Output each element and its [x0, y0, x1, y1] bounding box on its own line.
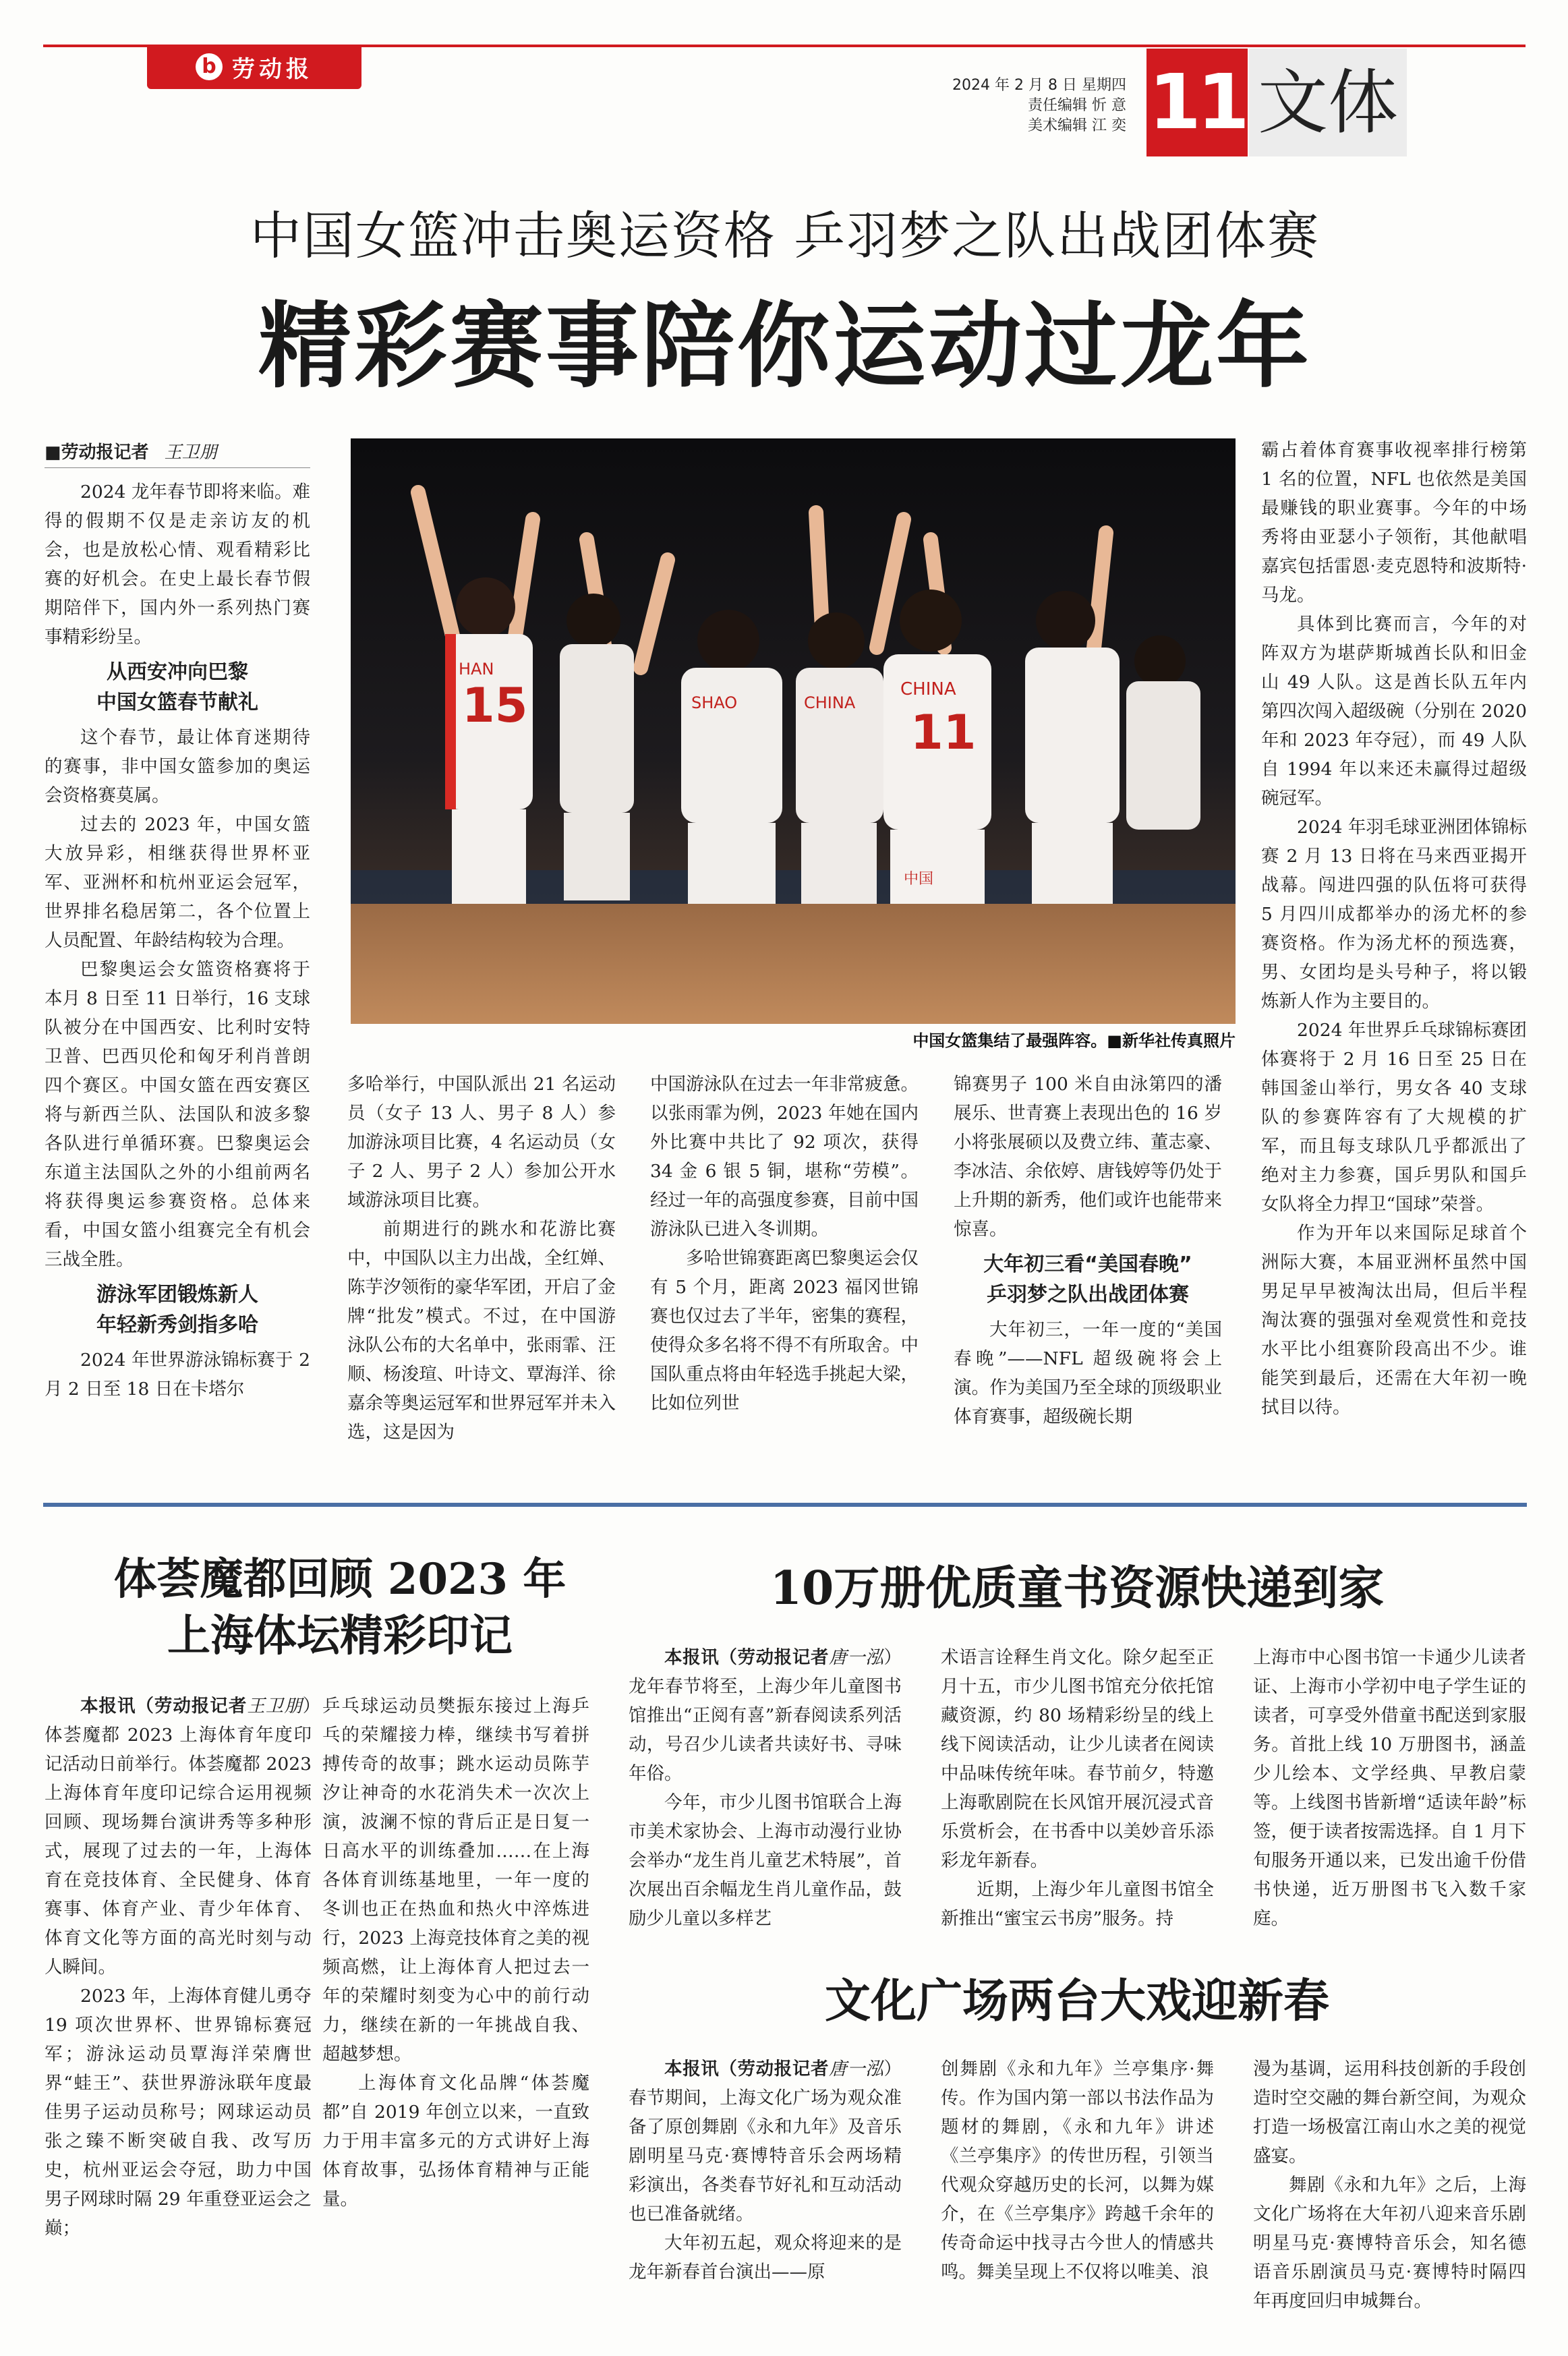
story4-byline-name: 唐一泓: [829, 2059, 884, 2079]
story2-headline: [43, 1551, 637, 1665]
story2-col2-p1: 乒乓球运动员樊振东接过上海乒乓的荣耀接力棒，继续书写着拼搏传奇的故事；跳水运动员陈芋汐让神奇的水花消失术一次次上演，波澜不惊的背后正是日复一日高水平的训练叠加……在上海各体育训练基地里，一年一度的冬训也正在热血和热火中淬炼进行，2023 上海竞技体育之美的视频高燃，让上海体育人把过去一年的荣耀时刻变为心中的前行动力，继续在新的一年挑战自我、超越梦想。: [322, 1696, 589, 2065]
editor-line: 责任编辑 忻 意: [1028, 97, 1126, 114]
lead-col1-p2: 这个春节，最让体育迷期待的赛事，非中国女篮参加的奥运会资格赛莫属。: [45, 727, 310, 806]
lead-col3-p2: 多哈世锦赛距离巴黎奥运会仅有 5 个月，距离 2023 福冈世锦赛也仅过去了半年，密集的赛程，使得众多名将不得不有所取舍。中国队重点将由年轻选手挑起大梁，比如位列世: [650, 1248, 919, 1414]
lead-kicker: 中国女篮冲击奥运资格 乒羽梦之队出战团体赛: [250, 206, 1320, 266]
masthead-meta: [931, 76, 1126, 136]
story2-col-1: [45, 1692, 312, 2243]
story3-col1-p1: ）龙年春节将至，上海少年儿童图书馆推出“正阅有喜”新春阅读系列活动，号召少儿读者共读好书、寻味年俗。: [629, 1647, 902, 1784]
story3-col2-p2: 近期，上海少年儿童图书馆全新推出“蜜宝云书房”服务。持: [941, 1879, 1214, 1929]
jersey-name-4: CHINA: [804, 693, 856, 712]
lead-col1-p1: 2024 龙年春节即将来临。难得的假期不仅是走亲访友的机会，也是放松心情、观看精彩比赛的好机会。在史上最长春节假期陪伴下，国内外一系列热门赛事精彩纷呈。: [45, 482, 310, 648]
lead-col1-p3: 过去的 2023 年，中国女篮大放异彩，相继获得世界杯亚军、亚洲杯和杭州亚运会冠军，世界排名稳居第二，各个位置上人员配置、年龄结构较为合理。: [45, 814, 310, 951]
date-line: 2024 年 2 月 8 日 星期四: [952, 77, 1126, 94]
jersey-number-1: 15: [462, 678, 528, 733]
logo-text: 劳动报: [232, 55, 313, 83]
lead-col5-p2: 具体到比赛而言，今年的对阵双方为堪萨斯城酋长队和旧金山 49 人队。这是酋长队五年内第四次闯入超级碗（分别在 2020 年和 2023 年夺冠），而 49 人队自 1994 年以来还未赢得过超级碗冠军。: [1261, 614, 1527, 809]
story2-col1-p2: 2023 年，上海体育健儿勇夺 19 项次世界杯、世界锦标赛冠军；游泳运动员覃海洋荣膺世界“蛙王”、获世界游泳联年度最佳男子运动员称号；网球运动员张之臻不断突破自我、改写历史，杭州亚运会夺冠，助力中国男子网球时隔 29 年重登亚运会之巅；: [45, 1986, 312, 2239]
story3-col3-p1: 上海市中心图书馆一卡通少儿读者证、上海市小学初中电子学生证的读者，可享受外借童书配送到家服务。首批上线 10 万册图书，涵盖少儿绘本、文学经典、早教启蒙等。上线图书皆新增“适读年龄”标签，便于读者按需选择。自 1 月下旬服务开通以来，已发出逾千份借书快递，近万册图书飞入数千家庭。: [1253, 1647, 1526, 1929]
story2-byline: 本报讯（劳动报记者: [80, 1696, 248, 1717]
story4-col1-p2: 大年初五起，观众将迎来的是龙年新春首台演出——原: [629, 2233, 902, 2282]
story4-col1-p1: ）春节期间，上海文化广场为观众准备了原创舞剧《永和九年》及音乐剧明星马克·赛博特音乐会两场精彩演出，各类春节好礼和互动活动也已准备就绪。: [629, 2059, 902, 2224]
lead-col-4: [954, 1070, 1222, 1431]
section-divider: [43, 1503, 1527, 1507]
story4-col-3: [1253, 2055, 1526, 2316]
story3-headline: 10万册优质童书资源快递到家: [770, 1561, 1385, 1615]
story4-col3-p2: 舞剧《永和九年》之后，上海文化广场将在大年初八迎来音乐剧明星马克·赛博特音乐会，知名德语音乐剧演员马克·赛博特时隔四年再度回归申城舞台。: [1253, 2175, 1526, 2311]
story3-col-1: [629, 1643, 902, 1933]
jersey-name-1: HAN: [459, 660, 494, 679]
page-number: 11: [1146, 49, 1248, 156]
lead-col1-p5: 2024 年世界游泳锦标赛于 2 月 2 日至 18 日在卡塔尔: [45, 1350, 310, 1400]
story2-headline-line2: 上海体坛精彩印记: [167, 1611, 513, 1661]
story2-col2-p2: 上海体育文化品牌“体荟魔都”自 2019 年创立以来，一直致力于用丰富多元的方式讲好上海体育故事，弘扬体育精神与正能量。: [322, 2073, 589, 2210]
lead-col4-p1: 锦赛男子 100 米自由泳第四的潘展乐、世青赛上表现出色的 16 岁小将张展硕以及费立纬、董志豪、李冰洁、余依婷、唐钱婷等仍处于上升期的新秀，他们或许也能带来惊喜。: [954, 1074, 1222, 1240]
photo-caption: 中国女篮集结了最强阵容。■新华社传真照片: [912, 1031, 1236, 1050]
lead-headline: 精彩赛事陪你运动过龙年: [258, 291, 1312, 401]
story2-col-2: [322, 1692, 589, 2214]
story3-col2-p1: 术语言诠释生肖文化。除夕起至正月十五，市少儿图书馆充分依托馆藏资源，约 80 场精彩纷呈的线上线下阅读活动，让少儿读者在阅读中品味传统年味。春节前夕，特邀上海歌剧院在长风馆开展沉浸式音乐赏析会，在书香中以美妙音乐添彩龙年新春。: [941, 1647, 1214, 1871]
art-editor-line: 美术编辑 江 奕: [1028, 117, 1126, 134]
jersey-number-3: 11: [910, 705, 977, 760]
story3-byline-name: 唐一泓: [829, 1647, 884, 1668]
lead-col4-p2: 大年初三，一年一度的“美国春晚”——NFL 超级碗将会上演。作为美国乃至全球的顶级职业体育赛事，超级碗长期: [954, 1319, 1222, 1427]
lead-col1-sub2: 游泳军团锻炼新人 年轻新秀剑指多哈: [96, 1283, 258, 1337]
lead-col5-p5: 作为开年以来国际足球首个洲际大赛，本届亚洲杯虽然中国男足早早被淘汰出局，但后半程淘汰赛的强强对垒观赏性和竞技水平比小组赛阶段高出不少。谁能笑到最后，还需在大年初一晚拭目以待。: [1261, 1223, 1527, 1418]
lead-col2-p1: 多哈举行，中国队派出 21 名运动员（女子 13 人、男子 8 人）参加游泳项目比赛，4 名运动员（女子 2 人、男子 2 人）参加公开水域游泳项目比赛。: [347, 1074, 616, 1211]
jersey-name-2: SHAO: [691, 693, 738, 712]
story4-col-2: [941, 2055, 1214, 2287]
story4-col3-p1: 漫为基调，运用科技创新的手段创造时空交融的舞台新空间，为观众打造一场极富江南山水之美的视觉盛宴。: [1253, 2059, 1526, 2166]
lead-col-5: [1261, 436, 1527, 1422]
lead-col5-p4: 2024 年世界乒乓球锦标赛团体赛将于 2 月 16 日至 25 日在韩国釜山举行，男女各 40 支球队的参赛阵容有了大规模的扩军，而且每支球队几乎都派出了绝对主力参赛，国乒男队和国乒女队将全力捍卫“国球”荣誉。: [1261, 1020, 1527, 1215]
lead-col5-p3: 2024 年羽毛球亚洲团体锦标赛 2 月 13 日将在马来西亚揭开战幕。闯进四强的队伍将可获得 5 月四川成都举办的汤尤杯的参赛资格。作为汤尤杯的预选赛，男、女团均是头号种子，将以锻炼新人作为主要目的。: [1261, 817, 1527, 1012]
story4-col2-p1: 创舞剧《永和九年》兰亭集序·舞传。作为国内第一部以书法作品为题材的舞剧，《永和九年》讲述《兰亭集序》的传世历程，引领当代观众穿越历史的长河，以舞为媒介，在《兰亭集序》跨越千余年的传奇命运中找寻古今世人的情感共鸣。舞美呈现上不仅将以唯美、浪: [941, 2059, 1214, 2282]
story2-headline-line1: 体荟魔都回顾 2023 年: [113, 1554, 567, 1605]
story3-col-3: [1253, 1643, 1526, 1933]
lead-photo: [351, 438, 1236, 1024]
basketball-team-photo: [351, 438, 1236, 1024]
lead-col3-p1: 中国游泳队在过去一年非常疲惫。以张雨霏为例，2023 年她在国内外比赛中共比了 92 项次，获得 34 金 6 银 5 铜，堪称“劳模”。经过一年的高强度参赛，目前中国游泳队已进入冬训期。: [650, 1074, 919, 1240]
lead-col1-p4: 巴黎奥运会女篮资格赛将于本月 8 日至 11 日举行，16 支球队被分在中国西安、比利时安特卫普、巴西贝伦和匈牙利肖普朗四个赛区。中国女篮在西安赛区将与新西兰队、法国队和波多黎各队进行单循环赛。巴黎奥运会东道主法国队之外的小组前两名将获得奥运参赛资格。总体来看，中国女篮小组赛完全有机会三战全胜。: [45, 959, 310, 1270]
story3-byline: 本报讯（劳动报记者: [664, 1647, 830, 1668]
story4-headline: 文化广场两台大戏迎新春: [824, 1974, 1329, 2028]
lead-col4-sub: 大年初三看“美国春晚” 乒羽梦之队出战团体赛: [983, 1253, 1192, 1306]
shorts-text: 中国: [904, 871, 934, 888]
lead-col-2: [347, 1070, 616, 1447]
story4-byline: 本报讯（劳动报记者: [664, 2059, 830, 2079]
story3-col1-p2: 今年，市少儿图书馆联合上海市美术家协会、上海市动漫行业协会举办“龙生肖儿童艺术特展”，首次展出百余幅龙生肖儿童作品，鼓励少儿童以多样艺: [629, 1792, 902, 1929]
jersey-name-3: CHINA: [900, 679, 956, 699]
lead-byline-name: 王卫朋: [164, 442, 217, 463]
lead-col-3: [650, 1070, 919, 1418]
section-label: 文体: [1249, 49, 1407, 156]
story2-col1-p1: ）体荟魔都 2023 上海体育年度印记活动日前举行。体荟魔都 2023 上海体育年度印记综合运用视频回顾、现场舞台演讲秀等多种形式，展现了过去的一年，上海体育在竞技体育、全民健身、体育赛事、体育产业、青少年体育、体育文化等方面的高光时刻与动人瞬间。: [45, 1696, 312, 1978]
story4-col-1: [629, 2055, 902, 2287]
lead-col5-p1: 霸占着体育赛事收视率排行榜第 1 名的位置，NFL 也依然是美国最赚钱的职业赛事。今年的中场秀将由亚瑟小子领衔，其他献唱嘉宾包括雷恩·麦克恩特和波斯特·马龙。: [1261, 440, 1527, 606]
lead-col2-p2: 前期进行的跳水和花游比赛中，中国队以主力出战，全红婵、陈芋汐领衔的豪华军团，开启了金牌“批发”模式。不过，在中国游泳队公布的大名单中，张雨霏、汪顺、杨浚瑄、叶诗文、覃海洋、徐嘉余等奥运冠军和世界冠军并未入选，这是因为: [347, 1219, 616, 1443]
lead-byline-label: ■劳动报记者: [45, 442, 149, 463]
logo-glyph-icon: b: [196, 53, 223, 80]
story3-col-2: [941, 1643, 1214, 1933]
masthead-logo: [147, 45, 361, 89]
story2-byline-name: 王卫朋: [247, 1696, 303, 1717]
lead-col-1: [45, 438, 310, 1404]
lead-col1-sub1: 从西安冲向巴黎 中国女篮春节献礼: [96, 660, 258, 714]
